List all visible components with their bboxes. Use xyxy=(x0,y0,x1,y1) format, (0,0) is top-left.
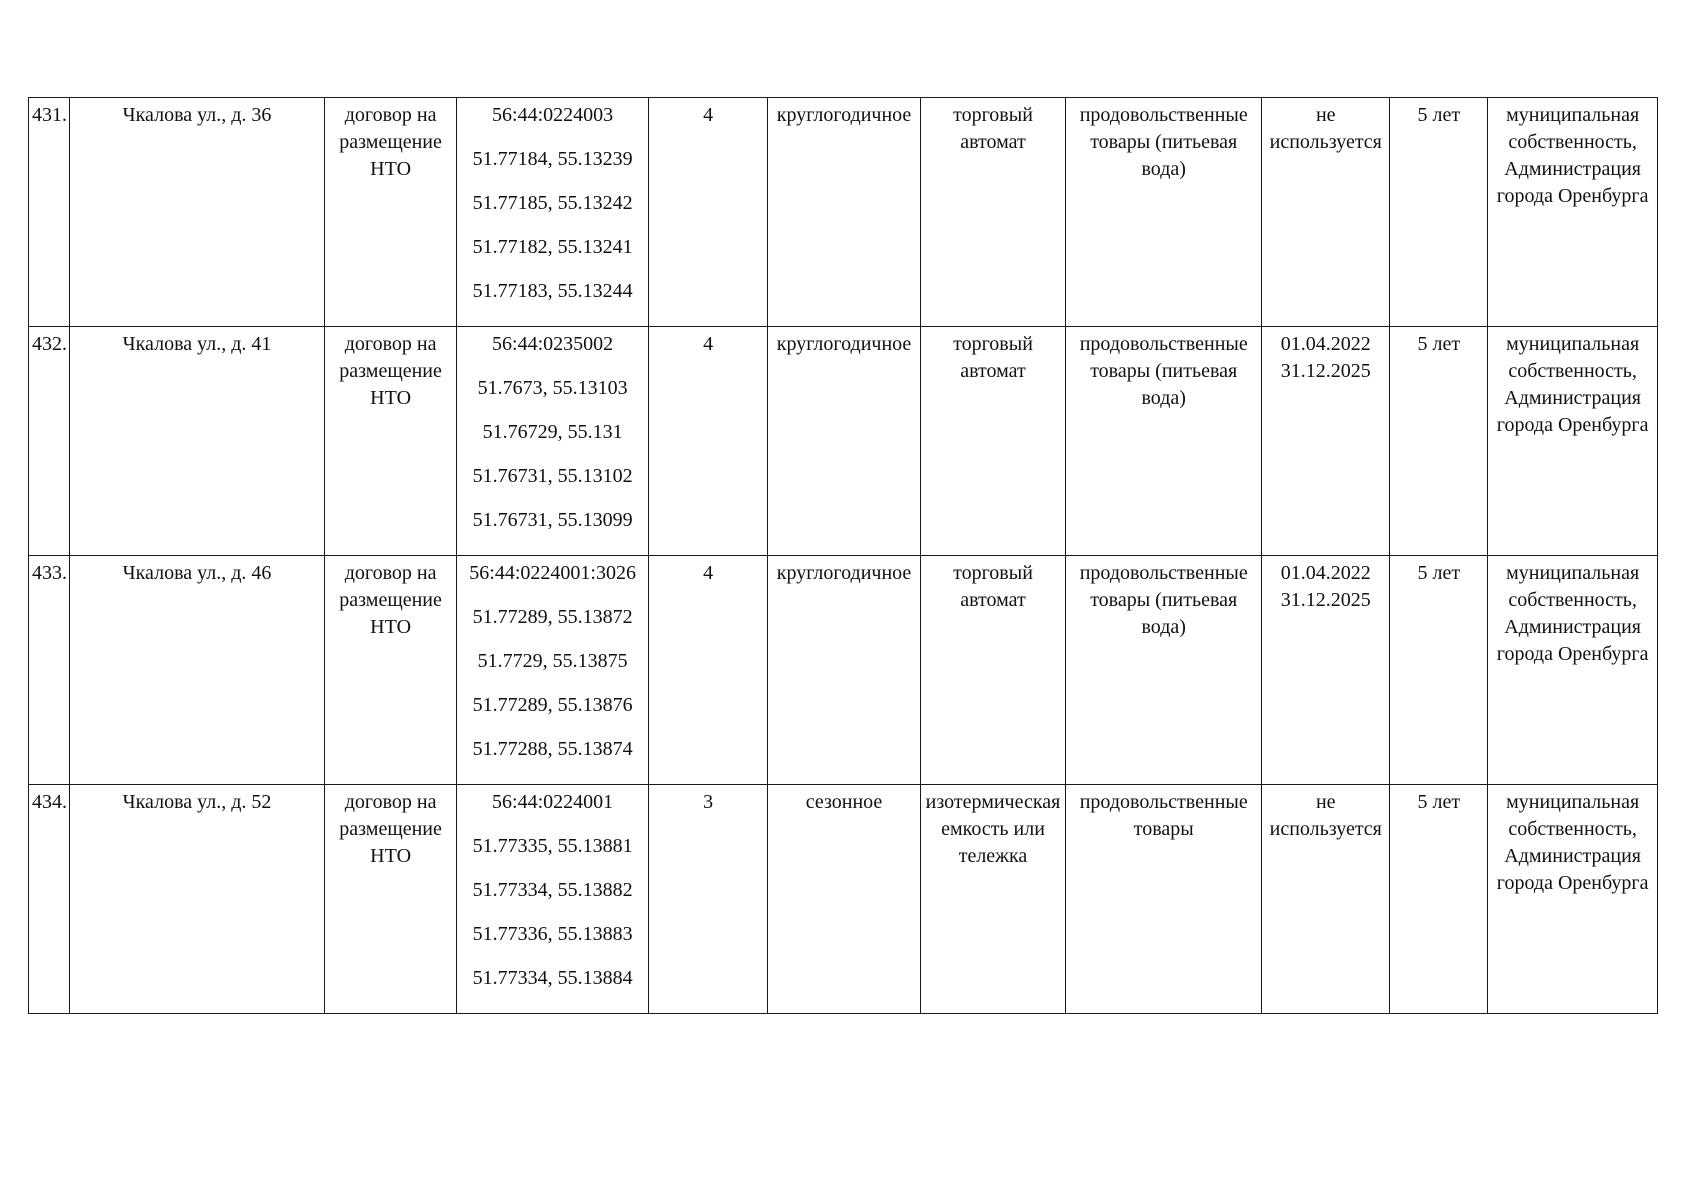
table-row xyxy=(29,98,1658,327)
address-cell: Чкалова ул., д. 36 xyxy=(70,98,324,327)
coordinate-pair: 51.7729, 55.13875 xyxy=(477,650,628,672)
years-cell: 5 лет xyxy=(1390,98,1488,327)
coordinate-pair: 51.77184, 55.13239 xyxy=(472,148,633,170)
document-cell: договор на размещение НТО xyxy=(324,556,457,785)
years-cell: 5 лет xyxy=(1390,785,1488,1014)
owner-cell: муниципальная собственность, Администрация города Оренбурга xyxy=(1488,327,1658,556)
object-type-cell: торговый автомат xyxy=(920,98,1066,327)
coordinate-pair: 51.77289, 55.13876 xyxy=(472,694,633,716)
coordinate-pair: 51.77289, 55.13872 xyxy=(472,606,633,628)
goods-cell: продовольственные товары (питьевая вода) xyxy=(1066,327,1262,556)
area-cell: 4 xyxy=(648,327,768,556)
coordinates-cell xyxy=(457,556,648,785)
document-cell: договор на размещение НТО xyxy=(324,98,457,327)
period-cell: сезонное xyxy=(768,785,920,1014)
coordinates-cell xyxy=(457,98,648,327)
owner-cell: муниципальная собственность, Администрация города Оренбурга xyxy=(1488,98,1658,327)
object-type-cell: торговый автомат xyxy=(920,327,1066,556)
document-cell: договор на размещение НТО xyxy=(324,785,457,1014)
coordinate-pair: 51.77336, 55.13883 xyxy=(472,923,633,945)
term-cell: не используется xyxy=(1262,98,1390,327)
address-cell: Чкалова ул., д. 46 xyxy=(70,556,324,785)
coordinate-pair: 51.76731, 55.13102 xyxy=(472,465,633,487)
table-body xyxy=(29,98,1658,1014)
coordinates-cell xyxy=(457,785,648,1014)
coordinate-pair: 51.77183, 55.13244 xyxy=(472,280,633,302)
years-cell: 5 лет xyxy=(1390,556,1488,785)
goods-cell: продовольственные товары (питьевая вода) xyxy=(1066,98,1262,327)
term-cell: 01.04.2022 31.12.2025 xyxy=(1262,327,1390,556)
owner-cell: муниципальная собственность, Администрация города Оренбурга xyxy=(1488,556,1658,785)
coordinate-pair: 51.77182, 55.13241 xyxy=(472,236,633,258)
term-cell: не используется xyxy=(1262,785,1390,1014)
period-cell: круглогодичное xyxy=(768,556,920,785)
years-cell: 5 лет xyxy=(1390,327,1488,556)
object-type-cell: торговый автомат xyxy=(920,556,1066,785)
table-row xyxy=(29,556,1658,785)
goods-cell: продовольственные товары (питьевая вода) xyxy=(1066,556,1262,785)
coordinate-pair: 51.77185, 55.13242 xyxy=(472,192,633,214)
row-number: 433. xyxy=(29,556,70,785)
area-cell: 4 xyxy=(648,556,768,785)
area-cell: 4 xyxy=(648,98,768,327)
row-number: 431. xyxy=(29,98,70,327)
cadastral-number: 56:44:0235002 xyxy=(492,333,614,355)
coordinate-pair: 51.77288, 55.13874 xyxy=(472,738,633,760)
table-row xyxy=(29,785,1658,1014)
coordinate-pair: 51.76729, 55.131 xyxy=(482,421,623,443)
object-type-cell: изотермическая емкость или тележка xyxy=(920,785,1066,1014)
document-cell: договор на размещение НТО xyxy=(324,327,457,556)
nto-placement-table xyxy=(28,97,1658,1014)
coordinate-pair: 51.77334, 55.13882 xyxy=(472,879,633,901)
owner-cell: муниципальная собственность, Администрация города Оренбурга xyxy=(1488,785,1658,1014)
coordinate-pair: 51.77335, 55.13881 xyxy=(472,835,633,857)
address-cell: Чкалова ул., д. 52 xyxy=(70,785,324,1014)
table-row xyxy=(29,327,1658,556)
cadastral-number: 56:44:0224003 xyxy=(492,104,614,126)
coordinates-cell xyxy=(457,327,648,556)
row-number: 434. xyxy=(29,785,70,1014)
coordinate-pair: 51.76731, 55.13099 xyxy=(472,509,633,531)
area-cell: 3 xyxy=(648,785,768,1014)
coordinate-pair: 51.7673, 55.13103 xyxy=(477,377,628,399)
term-cell: 01.04.2022 31.12.2025 xyxy=(1262,556,1390,785)
row-number: 432. xyxy=(29,327,70,556)
period-cell: круглогодичное xyxy=(768,98,920,327)
address-cell: Чкалова ул., д. 41 xyxy=(70,327,324,556)
coordinate-pair: 51.77334, 55.13884 xyxy=(472,967,633,989)
period-cell: круглогодичное xyxy=(768,327,920,556)
cadastral-number: 56:44:0224001:3026 xyxy=(469,562,636,584)
cadastral-number: 56:44:0224001 xyxy=(492,791,614,813)
goods-cell: продовольственные товары xyxy=(1066,785,1262,1014)
